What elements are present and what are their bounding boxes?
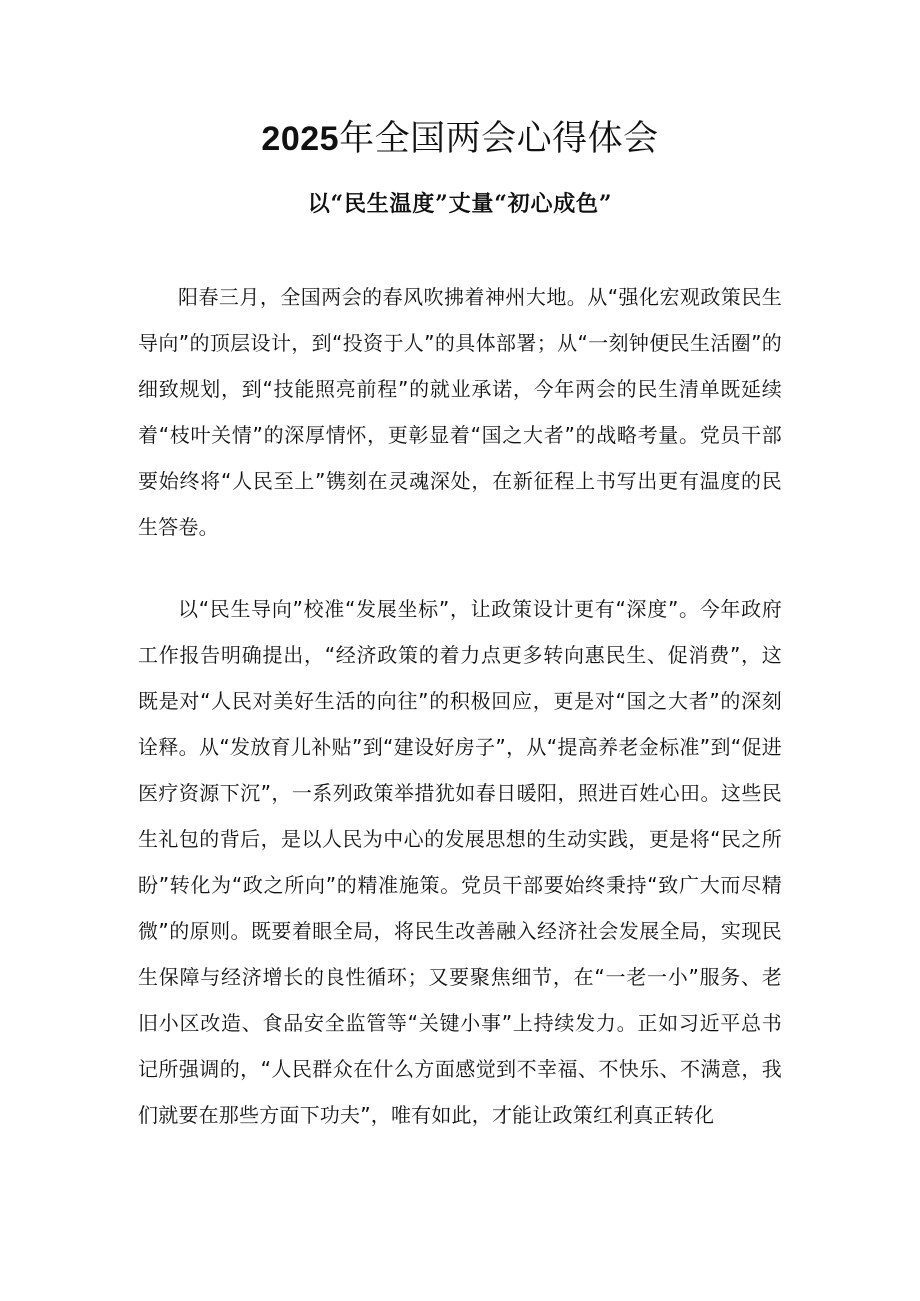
document-title (0, 116, 920, 162)
document-subtitle: 以“民生温度”丈量“初心成色” (307, 191, 613, 217)
title-year: 2025 (261, 120, 340, 158)
paragraph-2: 以“民生导向”校准“发展坐标”，让政策设计更有“深度”。今年政府工作报告明确提出，“经济政策的着力点更多转向惠民生、促消费”，这既是对“人民对美好生活的向往”的积极回应，更是对“国之大者”的深刻诠释。从“发放育儿补贴”到“建设好房子”，从“提高养老金标准”到“促进医疗资源下沉”，一系列政策举措犹如春日暖阳，照进百姓心田。这些民生礼包的背后，是以人民为中心的发展思想的生动实践，更是将“民之所盼”转化为“政之所向”的精准施策。党员干部要始终秉持“致广大而尽精微”的原则。既要着眼全局，将民生改善融入经济社会发展全局，实现民生保障与经济增长的良性循环；又要聚焦细节，在“一老一小”服务、老旧小区改造、食品安全监管等“关键小事”上持续发力。正如习近平总书记所强调的，“人民群众在什么方面感觉到不幸福、不快乐、不满意，我们就要在那些方面下功夫”，唯有如此，才能让政策红利真正转化 (138, 597, 782, 1127)
title-text: 年全国两会心得体会 (339, 119, 659, 159)
paragraph-1: 阳春三月，全国两会的春风吹拂着神州大地。从“强化宏观政策民生导向”的顶层设计，到“投资于人”的具体部署；从“一刻钟便民生活圈”的细致规划，到“技能照亮前程”的就业承诺，今年两会的民生清单既延续着“枝叶关情”的深厚情怀，更彰显着“国之大者”的战略考量。党员干部要始终将“人民至上”镌刻在灵魂深处，在新征程上书写出更有温度的民生答卷。 (138, 285, 782, 539)
